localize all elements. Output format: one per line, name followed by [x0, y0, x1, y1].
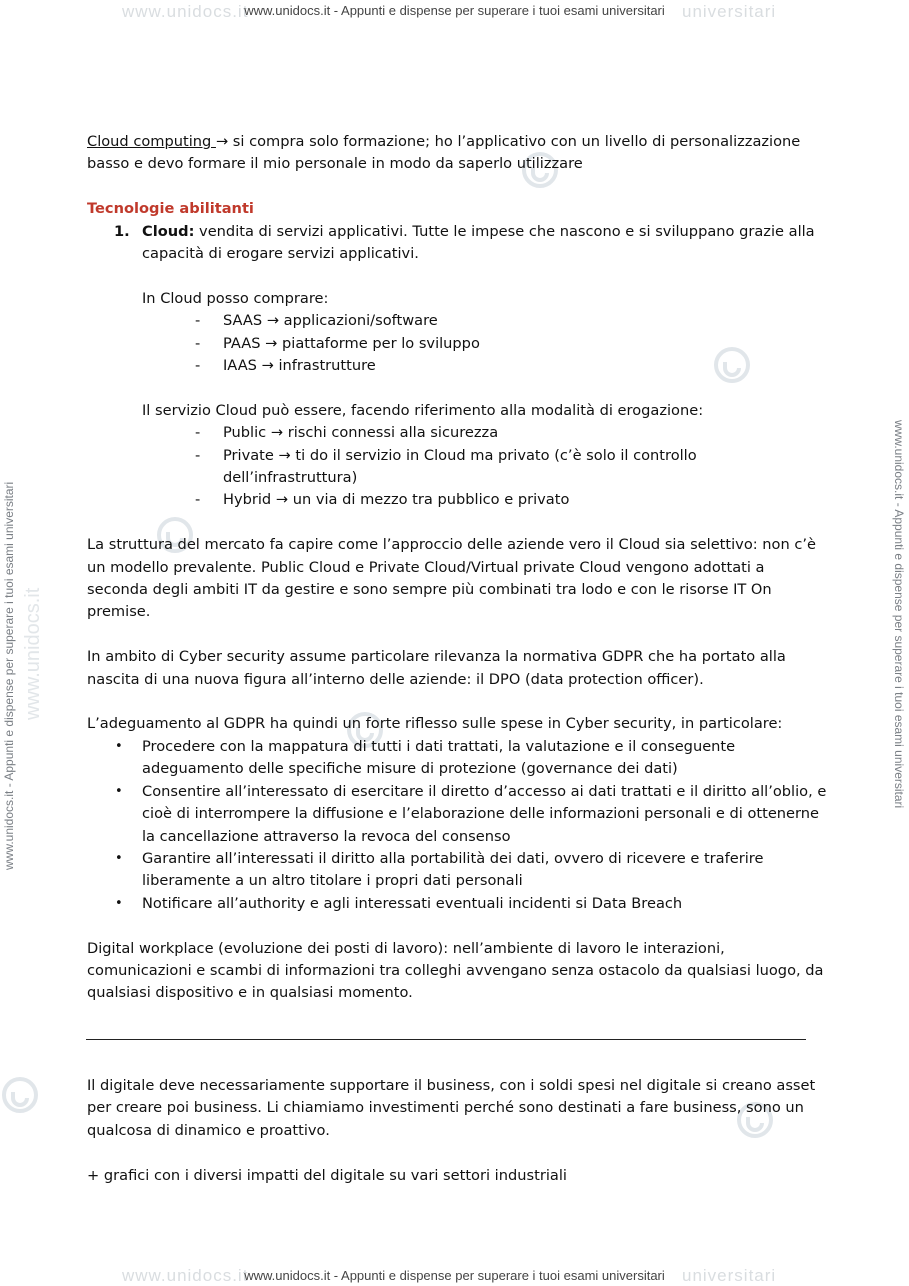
arrow-icon: → [261, 357, 274, 375]
business-paragraph: Il digitale deve necessariamente supportare il business, con i soldi spesi nel digitale si creano asset per creare poi business. Li chiamiamo investimenti perché sono destinati a fare business, sono un qualcosa di dinamico e proattivo. [87, 1077, 816, 1139]
arrow-icon: → [265, 334, 278, 352]
buy-item-iaas: - IAAS → infrastrutture [195, 357, 376, 375]
section-heading: Tecnologie abilitanti [87, 200, 254, 218]
watermark-header[interactable]: www.unidocs.it - Appunti e dispense per superare i tuoi esami universitari [244, 3, 665, 18]
watermark-ghost-bottom-right: universitari [682, 1266, 777, 1285]
cloud-text: vendita di servizi applicativi. Tutte le impese che nascono e si sviluppano grazie alla capacità di erogare servizi applicativi. [142, 222, 815, 263]
intro-paragraph [87, 131, 827, 176]
service-item-hybrid: - Hybrid → un via di mezzo tra pubblico e privato [195, 491, 570, 509]
item-number: 1. [114, 222, 130, 240]
buy-intro: In Cloud posso comprare: [142, 289, 329, 307]
document-body [87, 131, 827, 1005]
workplace-paragraph: Digital workplace (evoluzione dei posti di lavoro): nell’ambiente di lavoro le interazioni, comunicazioni e scambi di informazioni tra colleghi avvengano senza ostacolo da qualsiasi luogo, da qualsiasi dispositivo e in qualsiasi momento. [87, 939, 824, 1002]
watermark-side-left: www.unidocs.it - Appunti e dispense per superare i tuoi esami universitari [2, 481, 16, 870]
watermark-ghost-side-left: www.unidocs.it [22, 587, 44, 720]
service-item-public: - Public → rischi connessi alla sicurezza [195, 424, 499, 442]
cloud-computing-term: Cloud computing [87, 133, 216, 150]
service-item-private: - Private → ti do il servizio in Cloud ma privato (c’è solo il controllo dell’infrastruttura) [195, 446, 697, 487]
gdpr-list-intro: L’adeguamento al GDPR ha quindi un forte riflesso sulle spese in Cyber security, in particolare: [87, 715, 783, 733]
numbered-item [87, 221, 827, 266]
watermark-ghost-top-right: universitari [682, 2, 777, 21]
buy-item-paas: - PAAS → piattaforme per lo sviluppo [195, 334, 480, 352]
list-item: • Notificare all’authority e agli interessati eventuali incidenti si Data Breach [115, 894, 683, 912]
watermark-side-right: www.unidocs.it - Appunti e dispense per superare i tuoi esami universitari [892, 420, 906, 809]
market-paragraph: La struttura del mercato fa capire come l’approccio delle aziende vero il Cloud sia selettivo: non c’è un modello prevalente. Public Cloud e Private Cloud/Virtual private Cloud vengono adottati a seconda degli ambiti IT da gestire e sono sempre più combinati tra lodo e con le risorse IT On premise. [87, 536, 817, 621]
intro-text: si compra solo formazione; ho l’applicativo con un livello di personalizzazione basso e devo formare il mio personale in modo da saperlo utilizzare [87, 133, 801, 173]
service-intro: Il servizio Cloud può essere, facendo riferimento alla modalità di erogazione: [142, 401, 704, 419]
cloud-term: Cloud: [142, 222, 195, 240]
gdpr-paragraph: In ambito di Cyber security assume particolare rilevanza la normativa GDPR che ha portato alla nascita di una nuova figura all’interno delle aziende: il DPO (data protection officer). [87, 648, 786, 688]
watermark-ghost-bottom: www.unidocs.it [122, 1266, 249, 1285]
list-item: • Procedere con la mappatura di tutti i dati trattati, la valutazione e il conseguente adeguamento delle specifiche misure di protezione (governance dei dati) [115, 737, 736, 778]
list-item: • Garantire all’interessati il diritto alla portabilità dei dati, ovvero di ricevere e traferire liberamente a un altro titolare i propri dati personali [115, 849, 764, 890]
document-body-lower [87, 1075, 827, 1187]
arrow-icon: → [266, 312, 280, 330]
arrow-icon: → [270, 424, 284, 442]
unidocs-logo-icon [0, 1075, 40, 1115]
arrow-icon: → [215, 133, 229, 150]
arrow-icon: → [275, 491, 289, 509]
arrow-icon: → [278, 446, 291, 464]
divider [86, 1039, 806, 1040]
watermark-footer[interactable]: www.unidocs.it - Appunti e dispense per superare i tuoi esami universitari [244, 1268, 665, 1283]
list-item: • Consentire all’interessato di esercitare il diretto d’accesso ai dati trattati e il diritto all’oblio, e cioè di interrompere la diffusione e l’elaborazione delle informazioni personali e di ottenerne la cancellazione attraverso la revoca del consenso [115, 782, 827, 845]
charts-paragraph: + grafici con i diversi impatti del digitale su vari settori industriali [87, 1166, 567, 1184]
buy-item-saas: - SAAS → applicazioni/software [195, 312, 438, 330]
watermark-ghost-top: www.unidocs.it [122, 2, 249, 21]
